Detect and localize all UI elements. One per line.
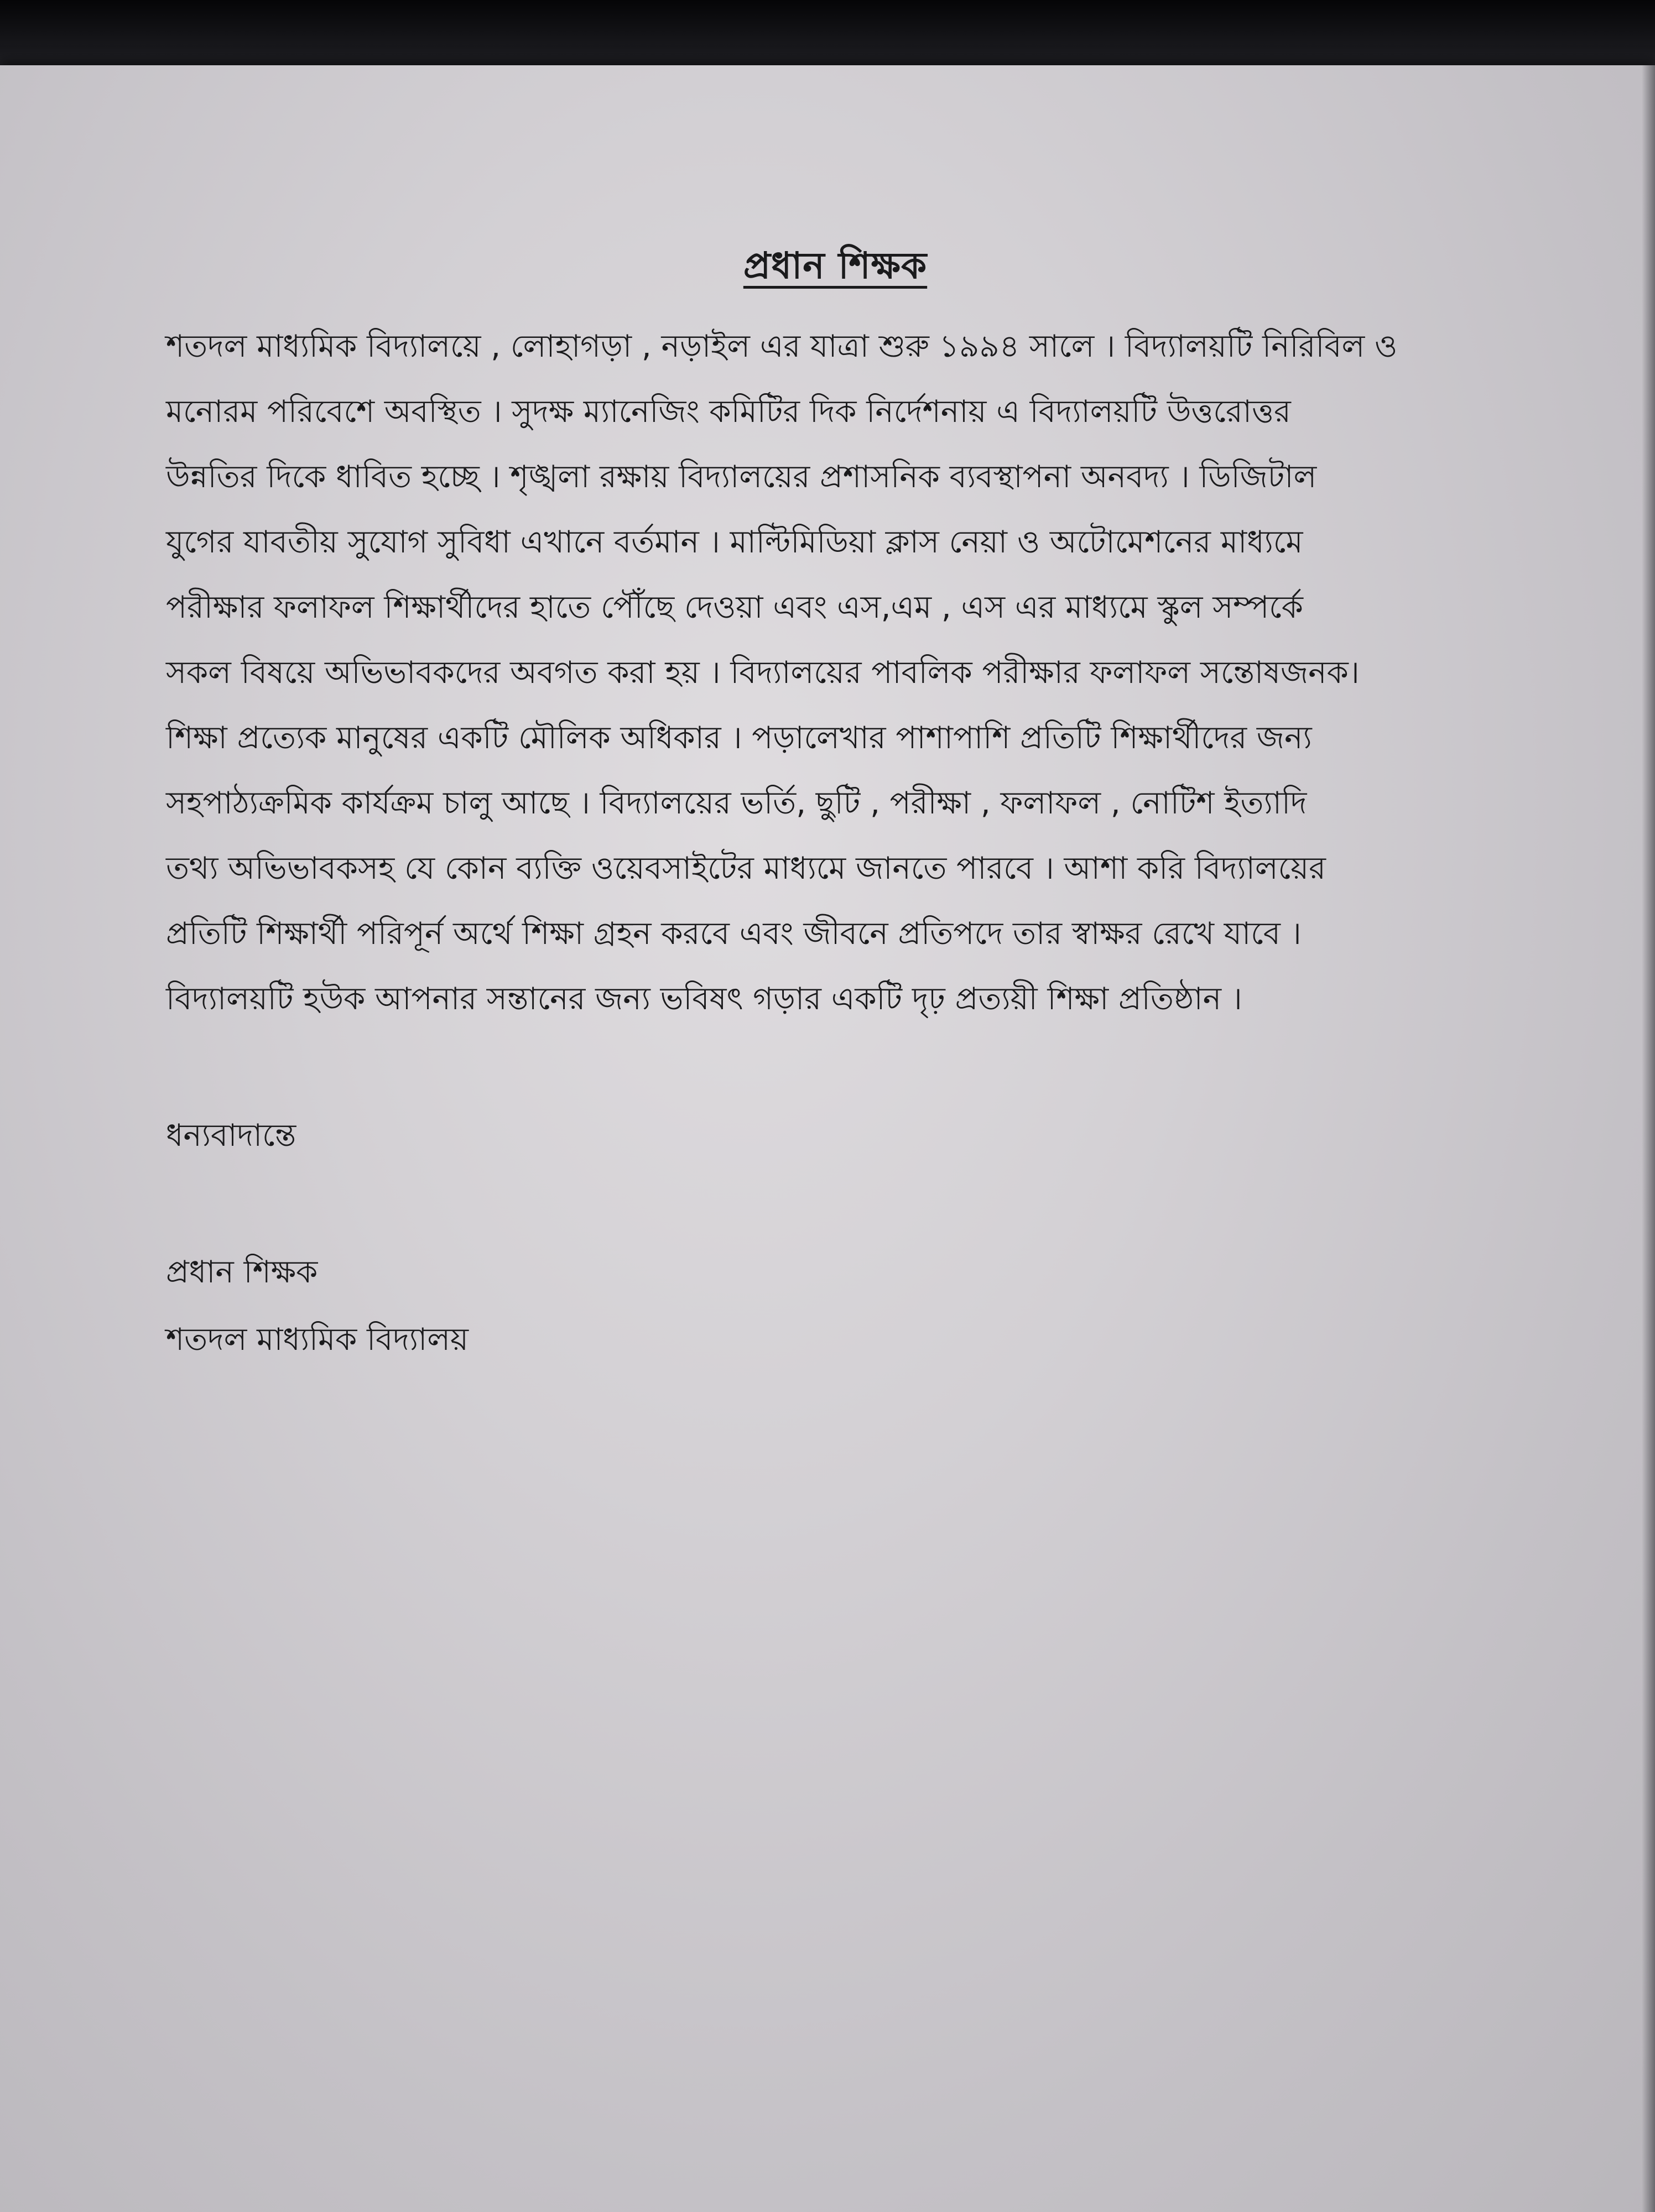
paper-edge-shadow [1642,65,1655,2212]
body-line: যুগের যাবতীয় সুযোগ সুবিধা এখানে বর্তমান । মাল্টিমিডিয়া ক্লাস নেয়া ও অটোমেশনের মাধ্যমে [166,524,1303,560]
letter-content [166,238,1505,1032]
signature-organization: শতদল মাধ্যমিক বিদ্যালয় [166,1322,469,1358]
signature-title: প্রধান শিক্ষক [166,1254,318,1290]
body-line: সকল বিষয়ে অভিভাবকদের অবগত করা হয় । বিদ্যালয়ের পাবলিক পরীক্ষার ফলাফল সন্তোষজনক। [166,655,1360,691]
body-line: পরীক্ষার ফলাফল শিক্ষার্থীদের হাতে পৌঁছে দেওয়া এবং এস,এম , এস এর মাধ্যমে স্কুল সম্পর্কে [166,589,1303,625]
body-line: শতদল মাধ্যমিক বিদ্যালয়ে , লোহাগড়া , নড়াইল এর যাত্রা শুরু ১৯৯৪ সালে । বিদ্যালয়টি নিরিবিল ও [166,328,1398,364]
body-line: বিদ্যালয়টি হউক আপনার সন্তানের জন্য ভবিষৎ গড়ার একটি দৃঢ় প্রত্যয়ী শিক্ষা প্রতিষ্ঠান । [166,981,1242,1017]
body-line: উন্নতির দিকে ধাবিত হচ্ছে । শৃঙ্খলা রক্ষায় বিদ্যালয়ের প্রশাসনিক ব্যবস্থাপনা অনবদ্য । ডিজিটাল [166,459,1317,495]
body-line: প্রতিটি শিক্ষার্থী পরিপূর্ন অর্থে শিক্ষা গ্রহন করবে এবং জীবনে প্রতিপদে তার স্বাক্ষর রেখে যাবে । [166,916,1302,952]
signature-block [166,1239,469,1374]
body-line: সহপাঠ্যক্রমিক কার্যক্রম চালু আছে । বিদ্যালয়ের ভর্তি, ছুটি , পরীক্ষা , ফলাফল , নোটিশ ইত্যাদি [166,785,1307,821]
letter-body [166,314,1505,1032]
closing-salutation: ধন্যবাদান্তে [166,1118,296,1154]
body-line: মনোরম পরিবেশে অবস্থিত । সুদক্ষ ম্যানেজিং কমিটির দিক নির্দেশনায় এ বিদ্যালয়টি উত্তরোত্তর [166,394,1291,430]
body-line: শিক্ষা প্রত্যেক মানুষের একটি মৌলিক অধিকার । পড়ালেখার পাশাপাশি প্রতিটি শিক্ষার্থীদের জন্য [166,720,1312,756]
body-line: তথ্য অভিভাবকসহ যে কোন ব্যক্তি ওয়েবসাইটের মাধ্যমে জানতে পারবে । আশা করি বিদ্যালয়ের [166,851,1326,886]
letter-title: প্রধান শিক্ষক [743,244,928,287]
